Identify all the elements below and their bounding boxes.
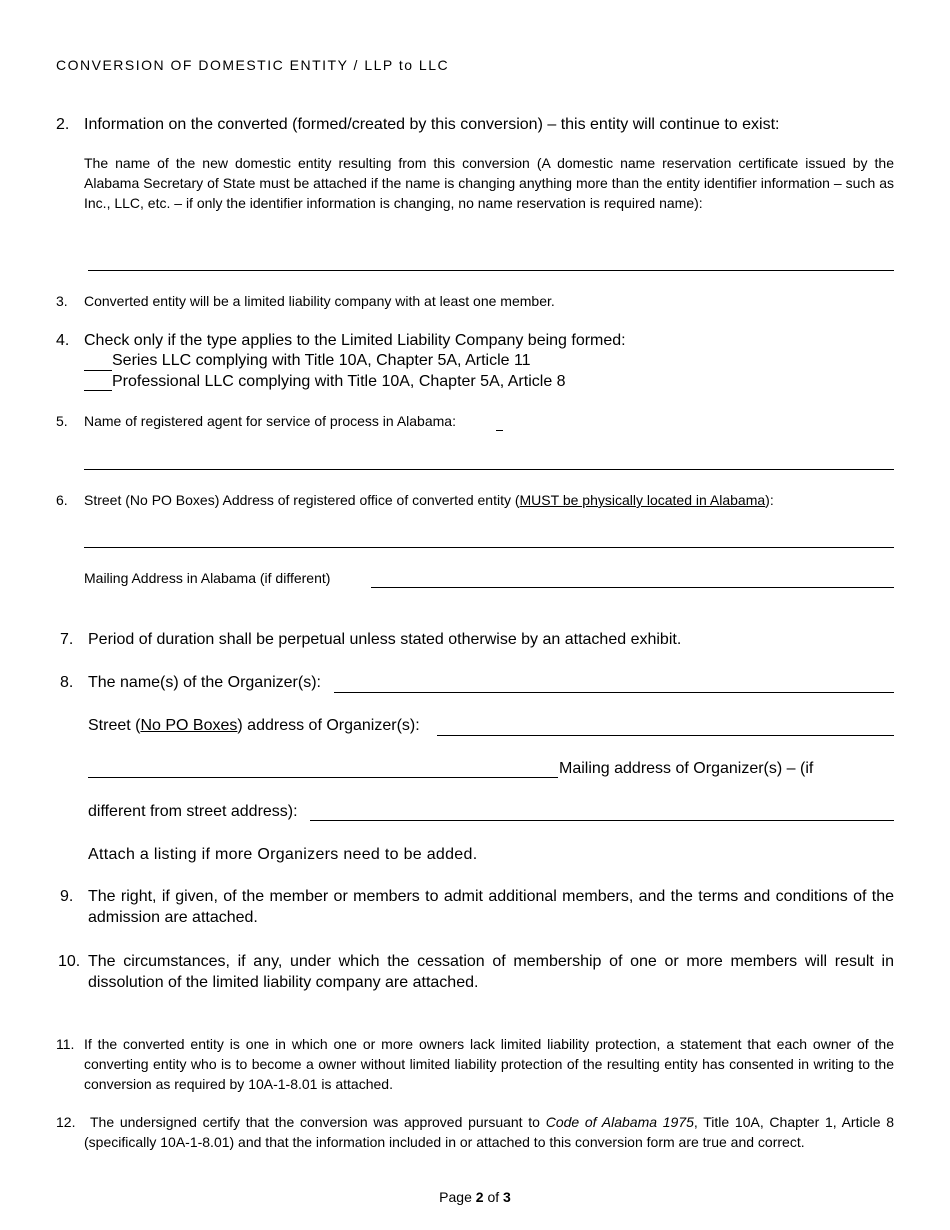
item-10-text: The circumstances, if any, under which the cessation of membership of one or more members will result in dissolution of the limited liability company are attached. (88, 953, 894, 991)
item-9-text: The right, if given, of the member or members to admit additional members, and the terms and conditions of the admission are attached. (88, 888, 894, 926)
item-6-text: Street (No PO Boxes) Address of registered office of converted entity (MUST be physically located in Alabama): (84, 492, 774, 508)
professional-llc-option: Professional LLC complying with Title 10A, Chapter 5A, Article 8 (112, 373, 566, 390)
form-title: CONVERSION OF DOMESTIC ENTITY / LLP to LLC (56, 57, 450, 73)
item-5-number: 5. (56, 413, 68, 429)
organizer-mailing-label-continued: different from street address): (88, 803, 298, 820)
item-4-text: Check only if the type applies to the Limited Liability Company being formed: (84, 332, 626, 349)
organizer-mailing-label: Mailing address of Organizer(s) – (if (559, 760, 814, 777)
series-llc-option: Series LLC complying with Title 10A, Chapter 5A, Article 11 (112, 352, 531, 369)
item-4-number: 4. (56, 332, 70, 349)
item-11-number: 11. (56, 1036, 75, 1052)
item-9-number: 9. (60, 888, 74, 905)
organizer-names-field[interactable] (334, 692, 894, 693)
item-2-number: 2. (56, 116, 70, 133)
page-number: Page 2 of 3 (439, 1189, 511, 1205)
series-llc-checkbox[interactable] (84, 370, 112, 371)
organizer-names-label: The name(s) of the Organizer(s): (88, 674, 321, 691)
alabama-location-requirement: MUST be physically located in Alabama (519, 492, 766, 508)
entity-name-field[interactable] (88, 270, 894, 271)
organizer-street-field-continued[interactable] (88, 777, 558, 778)
code-of-alabama-citation: Code of Alabama 1975 (545, 1114, 694, 1130)
item-3-text: Converted entity will be a limited liability company with at least one member. (84, 293, 555, 309)
professional-llc-checkbox[interactable] (84, 390, 112, 391)
item-2-name-instructions: The name of the new domestic entity resulting from this conversion (A domestic name reservation certificate issued by the Alabama Secretary of State must be attached if the name is changing anything more than the entity identifier information – such as Inc., LLC, etc. – if only the identifier information is changing, no name reservation is required name): (84, 155, 894, 211)
registered-agent-field[interactable] (84, 469, 894, 470)
item-12-number: 12. (56, 1114, 76, 1130)
registered-office-street-field[interactable] (84, 547, 894, 548)
item-7-text: Period of duration shall be perpetual unless stated otherwise by an attached exhibit. (88, 631, 682, 648)
agent-inline-blank (496, 430, 503, 431)
item-12-text: The undersigned certify that the conversion was approved pursuant to Code of Alabama 1975, Title 10A, Chapter 1, Article 8 (specifically 10A-1-8.01) and that the information included in or attached to this conversion form are true and correct. (84, 1114, 894, 1150)
organizer-street-label: Street (No PO Boxes) address of Organizer(s): (88, 717, 420, 734)
item-2-text: Information on the converted (formed/created by this conversion) – this entity will continue to exist: (84, 116, 780, 133)
registered-office-mailing-field[interactable] (371, 587, 894, 588)
attach-organizers-note: Attach a listing if more Organizers need to be added. (88, 846, 478, 863)
item-6-mailing-label: Mailing Address in Alabama (if different) (84, 570, 331, 586)
no-po-boxes-note: No PO Boxes (140, 717, 238, 734)
item-7-number: 7. (60, 631, 74, 648)
item-10-number: 10. (58, 953, 81, 970)
item-6-number: 6. (56, 492, 68, 508)
item-5-text: Name of registered agent for service of process in Alabama: (84, 413, 456, 429)
organizer-mailing-field[interactable] (310, 820, 894, 821)
item-11-text: If the converted entity is one in which one or more owners lack limited liability protection, a statement that each owner of the converting entity who is to become a owner without limited liability protection of the resulting entity has consented in writing to the conversion as required by 10A-1-8.01 is attached. (84, 1036, 894, 1092)
item-8-number: 8. (60, 674, 74, 691)
organizer-street-field[interactable] (437, 735, 894, 736)
item-3-number: 3. (56, 293, 68, 309)
